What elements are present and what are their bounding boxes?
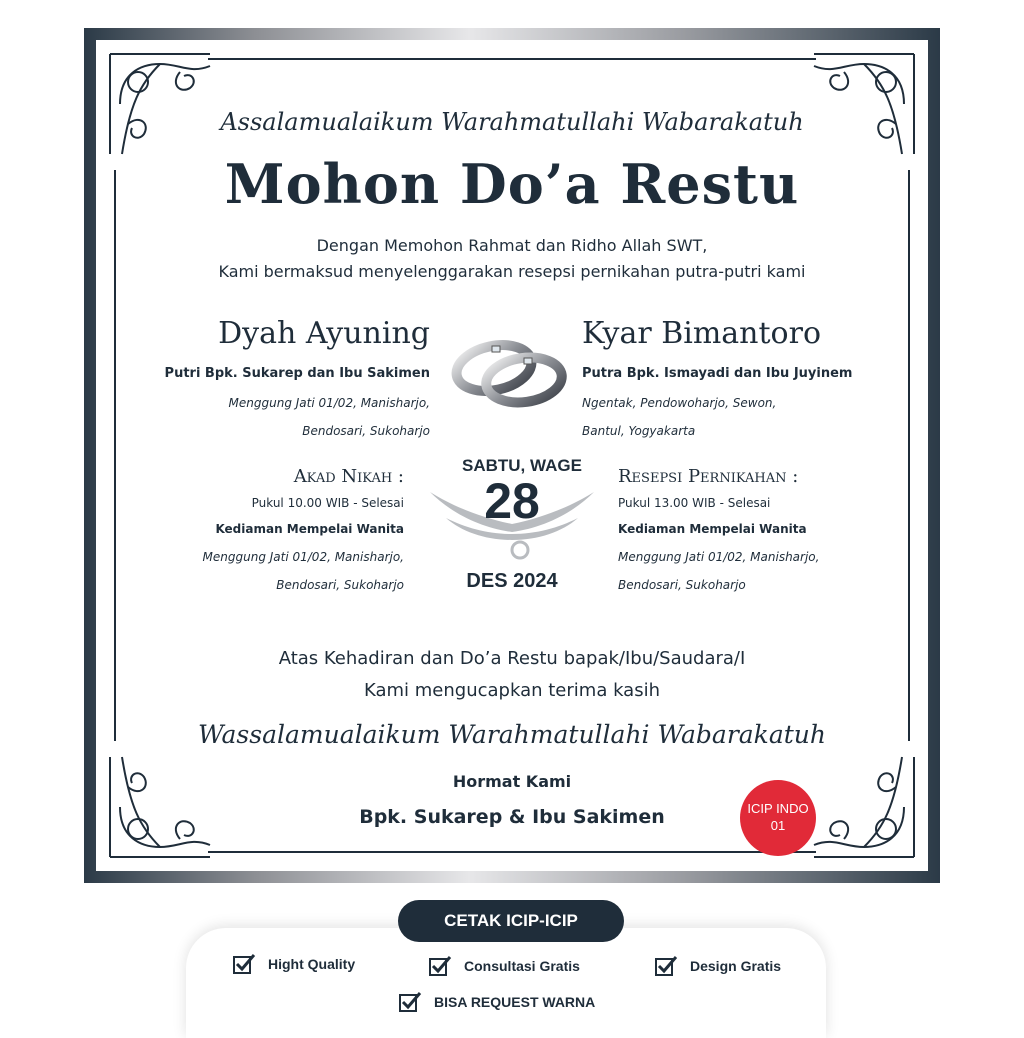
akad-address-2: Bendosari, Sukoharjo (276, 578, 404, 592)
checkbox-check-icon (428, 954, 452, 978)
intro-line-2: Kami bermaksud menyelenggarakan resepsi pernikahan putra-putri kami (218, 262, 806, 281)
feature-label: BISA REQUEST WARNA (434, 994, 596, 1010)
groom-parents: Putra Bpk. Ismayadi dan Ibu Juyinem (582, 366, 853, 381)
feature-label: Hight Quality (268, 956, 356, 972)
greeting-close: Wassalamualaikum Warahmatullahi Wabarakatuh (198, 720, 826, 749)
corner-flourish-icon (100, 44, 220, 164)
akad-place: Kediaman Mempelai Wanita (215, 522, 404, 536)
akad-time: Pukul 10.00 WIB - Selesai (251, 496, 404, 510)
bride-name: Dyah Ayuning (218, 316, 430, 351)
bride-parents: Putri Bpk. Sukarep dan Ibu Sakimen (164, 366, 430, 381)
groom-address-2: Bantul, Yogyakarta (582, 424, 696, 438)
feature-item (654, 954, 781, 978)
resepsi-title: Resepsi Pernikahan : (618, 466, 799, 487)
print-banner: CETAK ICIP-ICIP (398, 900, 624, 942)
date-day: SABTU, WAGE (462, 456, 582, 475)
features-panel (186, 928, 826, 1038)
feature-item (398, 990, 595, 1014)
resepsi-place: Kediaman Mempelai Wanita (618, 522, 807, 536)
badge-line-1: ICIP INDO (747, 801, 809, 816)
groom-name: Kyar Bimantoro (582, 316, 822, 351)
feature-label: Consultasi Gratis (464, 958, 580, 974)
akad-address-1: Menggung Jati 01/02, Manisharjo, (202, 550, 404, 564)
akad-title: Akad Nikah : (293, 466, 404, 487)
feature-item (232, 952, 355, 976)
top-rule (208, 58, 816, 60)
intro-line-1: Dengan Memohon Rahmat dan Ridho Allah SWT, (316, 236, 708, 255)
page-title: Mohon Do’a Restu (224, 152, 800, 216)
resepsi-address-1: Menggung Jati 01/02, Manisharjo, (618, 550, 820, 564)
date-month-year: DES 2024 (466, 570, 558, 592)
invitation-inner (96, 40, 928, 871)
groom-address-1: Ngentak, Pendowoharjo, Sewon, (582, 396, 777, 410)
regards: Hormat Kami (452, 772, 572, 791)
closing-line-1: Atas Kehadiran dan Do’a Restu bapak/Ibu/Saudara/I (278, 648, 746, 669)
invitation-card (84, 28, 940, 883)
resepsi-address-2: Bendosari, Sukoharjo (618, 578, 746, 592)
badge-line-2: 01 (770, 818, 786, 833)
resepsi-time: Pukul 13.00 WIB - Selesai (618, 496, 771, 510)
checkbox-check-icon (232, 952, 256, 976)
greeting-open: Assalamualaikum Warahmatullahi Wabarakatuh (220, 108, 804, 136)
status-badge (740, 780, 816, 856)
checkbox-check-icon (654, 954, 678, 978)
date-number: 28 (484, 473, 540, 529)
corner-flourish-icon (804, 44, 924, 164)
closing-line-2: Kami mengucapkan terima kasih (364, 680, 660, 701)
bride-address-1: Menggung Jati 01/02, Manisharjo, (228, 396, 430, 410)
feature-item (428, 954, 580, 978)
bride-address-2: Bendosari, Sukoharjo (302, 424, 430, 438)
checkbox-check-icon (398, 990, 422, 1014)
feature-label: Design Gratis (690, 958, 782, 974)
wedding-rings-icon (448, 332, 568, 412)
signatories: Bpk. Sukarep & Ibu Sakimen (359, 806, 665, 828)
bottom-rule (208, 851, 816, 853)
